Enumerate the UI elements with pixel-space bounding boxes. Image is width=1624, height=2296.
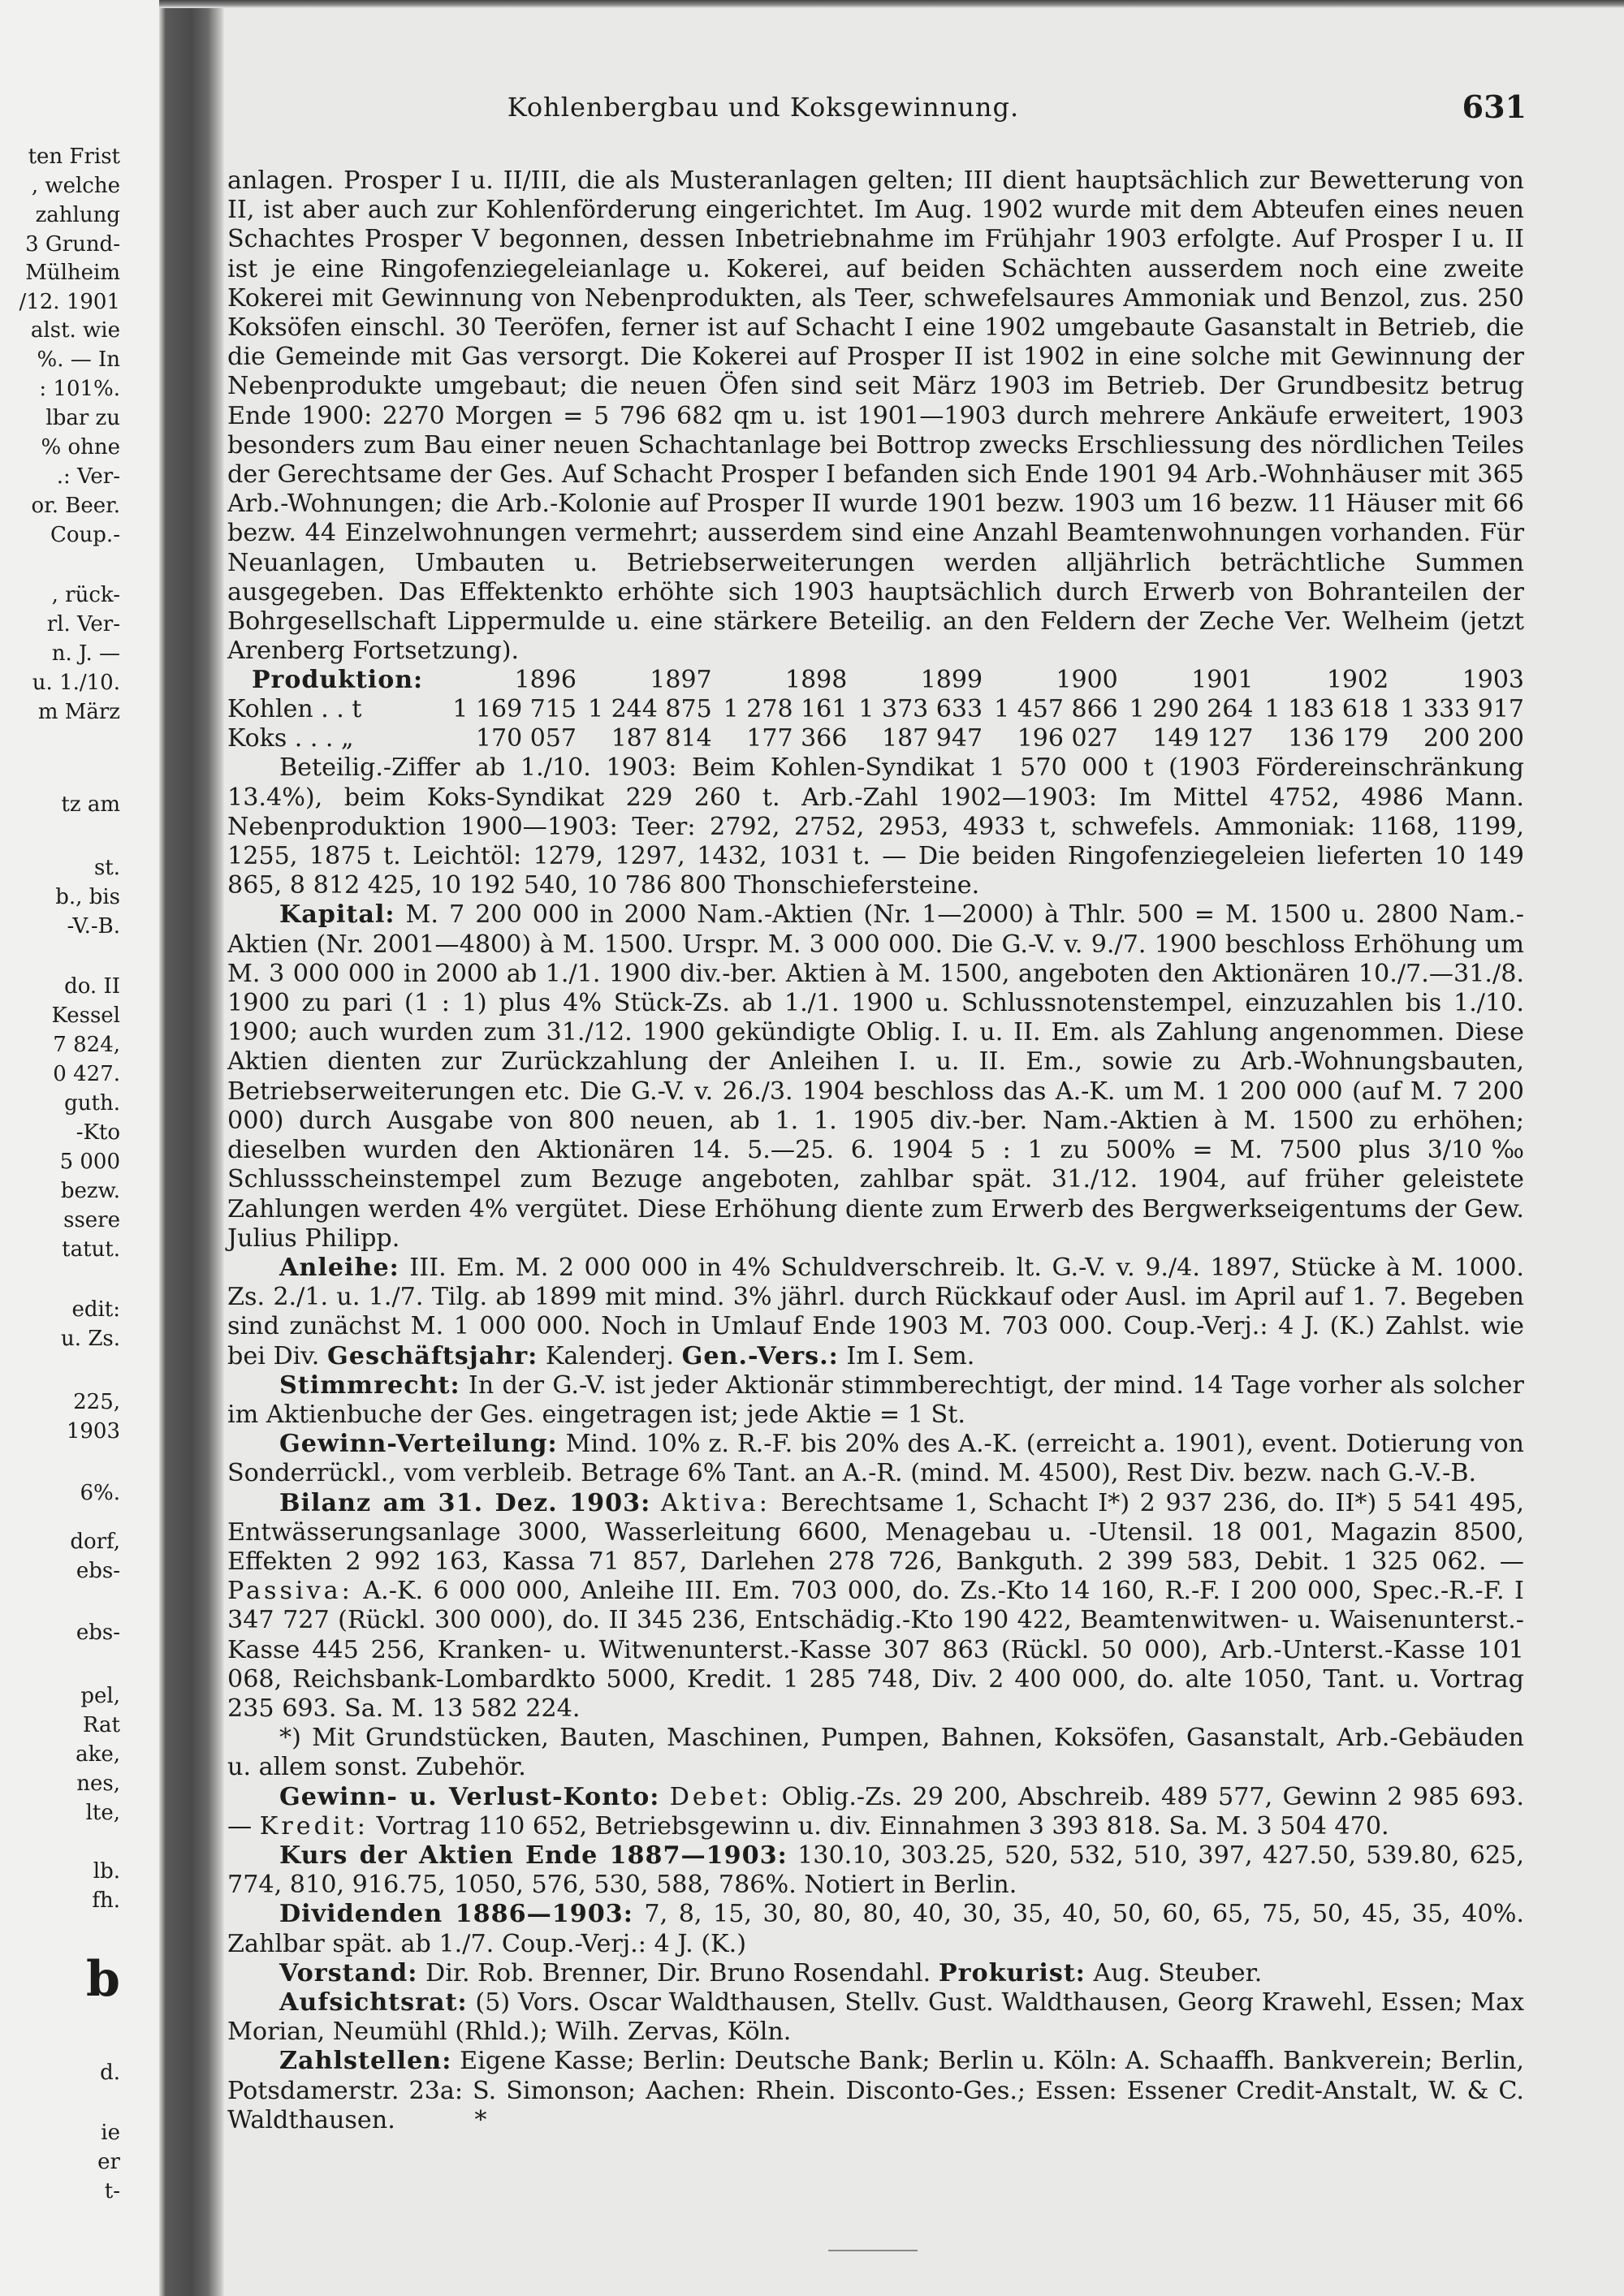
production-label: Produktion: [252,666,424,695]
dividenden-paragraph [227,1900,1524,1958]
adjacent-page-line: , rück- [51,583,120,607]
production-value: 149 127 [1152,724,1254,753]
kapital-paragraph [227,900,1524,1253]
dividenden-label: Dividenden 1886—1903: [279,1900,633,1929]
zahlstellen-paragraph [227,2047,1524,2135]
adjacent-page-line: Rat [82,1713,120,1737]
page-631 [227,0,1624,2296]
stimmrecht-paragraph [227,1371,1524,1430]
production-value: 187 814 [611,724,712,753]
adjacent-page-line: : 101%. [39,377,120,401]
adjacent-page-line: %. — In [37,347,120,372]
beteilig-paragraph: Beteilig.-Ziffer ab 1./10. 1903: Beim Kohlen-Syndikat 1 570 000 t (1903 Fördereinschränkung 13.4%), beim Koks-Syndikat 229 260 t. Arb.-Zahl 1902—1903: Im Mittel 4752, 4986 Mann. Nebenproduktion 1900—1903: Teer: 2792, 2752, 2953, 4933 t, schwefels. Ammoniak: 1168, 1199, 1255, 1875 t. Leichtöl: 1279, 1297, 1432, 1031 t. — Die beiden Ringofenziegeleien lieferten 10 149 865, 8 812 425, 10 192 540, 10 786 800 Thonschiefersteine. [227,753,1524,900]
adjacent-page-line: ebs- [76,1559,120,1583]
production-value: 1 244 875 [587,695,712,724]
guv-paragraph [227,1783,1524,1841]
production-year: 1899 [920,666,983,695]
bilanz-paragraph [227,1489,1524,1724]
production-value: 136 179 [1288,724,1389,753]
adjacent-page-line: er [97,2150,120,2174]
intro-paragraph: anlagen. Prosper I u. II/III, die als Musteranlagen gelten; III dient hauptsächlich zur Bewetterung von II, ist aber auch zur Kohlenförderung eingerichtet. Im Aug. 1902 wurde mit dem Abteufen eines neuen Schachtes Prosper V begonnen, dessen Inbetriebnahme im Frühjahr 1903 erfolgte. Auf Prosper I u. II ist je eine Ringofenziegeleianlage u. Kokerei, auf beiden Schächten ausserdem noch eine zweite Kokerei mit Gewinnung von Nebenprodukten, als Teer, schwefelsaures Ammoniak und Benzol, zus. 250 Koksöfen einschl. 30 Teeröfen, ferner ist auf Schacht I eine 1902 umgebaute Gasanstalt in Betrieb, die die Gemeinde mit Gas versorgt. Die Kokerei auf Prosper II ist 1902 in eine solche mit Gewinnung der Nebenprodukte umgebaut; die neuen Öfen sind seit März 1903 im Betrieb. Der Grundbesitz betrug Ende 1900: 2270 Morgen = 5 796 682 qm u. ist 1901—1903 durch mehrere Ankäufe erweitert, 1903 besonders zum Bau einer neuen Schachtanlage bei Bottrop zwecks Erschliessung des nördlichen Teiles der Gerechtsame der Ges. Auf Schacht Prosper I befanden sich Ende 1901 94 Arb.-Wohnhäuser mit 365 Arb.-Wohnungen; die Arb.-Kolonie auf Prosper II wurde 1901 bezw. 1903 um 16 bezw. 11 Häuser mit 66 bezw. 44 Einzelwohnungen vermehrt; ausserdem sind eine Anzahl Beamtenwohnungen vorhanden. Für Neuanlagen, Umbauten u. Betriebserweiterungen werden alljährlich beträchtliche Summen ausgegeben. Das Effektenkto erhöhte sich 1903 hauptsächlich durch Erwerb von Bohranteilen der Bohrgesellschaft Lippermulde u. eine stärkere Beteilig. an den Feldern der Zeche Ver. Welheim (jetzt Arenberg Fortsetzung). [227,166,1524,666]
adjacent-page-line: Mülheim [25,261,120,285]
stimmrecht-label: Stimmrecht: [279,1370,460,1400]
adjacent-page-line: 6%. [80,1481,120,1505]
adjacent-page-line: d. [100,2061,120,2085]
production-year: 1897 [650,666,712,695]
production-block [227,666,1524,753]
adjacent-page-line: b [86,1951,120,2008]
prokurist-text: Aug. Steuber. [1093,1958,1263,1987]
zahlstellen-label: Zahlstellen: [279,2047,452,2076]
adjacent-page-line: .: Ver- [56,464,120,489]
production-label-cell [227,666,441,695]
adjacent-page-line: ake, [76,1742,120,1767]
article-body [227,166,1524,2135]
adjacent-page-line: tz am [61,792,120,817]
production-value: 1 278 161 [723,695,848,724]
aufsichtsrat-paragraph [227,1988,1524,2047]
adjacent-page-line: tatut. [62,1237,120,1262]
adjacent-page-line: 225, [73,1390,120,1414]
vorstand-text: Dir. Rob. Brenner, Dir. Bruno Rosendahl. [425,1958,931,1987]
adjacent-page-line: dorf, [70,1530,120,1554]
adjacent-page-line: lte, [85,1801,120,1825]
kredit-label: Kredit: [259,1811,369,1841]
adjacent-page-line: t- [104,2179,120,2203]
closing-star: * [474,2105,487,2134]
dividenden-text: 7, 8, 15, 30, 80, 80, 40, 30, 35, 40, 50, 60, 65, 75, 50, 45, 35, 40%. Zahlbar spät. ab 1./7. Coup.-Verj.: 4 J. (K.) [227,1900,1524,1958]
adjacent-page-line: Kessel [51,1003,120,1028]
kurs-text: 130.10, 303.25, 520, 532, 510, 397, 427.50, 539.80, 625, 774, 810, 916.75, 1050, 576, 530, 588, 786%. Notiert in Berlin. [227,1841,1524,1900]
stimmrecht-text: In der G.-V. ist jeder Aktionär stimmberechtigt, der mind. 14 Tage vorher als solcher im Aktienbuche der Ges. eingetragen ist; jede Aktie = 1 St. [227,1370,1524,1429]
kurs-paragraph [227,1841,1524,1900]
gen-vers-label: Gen.-Vers.: [681,1341,839,1370]
adjacent-page-line: or. Beer. [31,494,120,518]
production-year: 1902 [1326,666,1389,695]
bilanz-label: Bilanz am 31. Dez. 1903: [279,1488,651,1517]
aktiva-text: Berechtsame 1, Schacht I*) 2 937 236, do. II*) 5 541 495, Entwässerungsanlage 3000, Wasserleitung 6600, Menagebau u. -Utensil. 18 001, Magazin 8500, Effekten 2 992 163, Kassa 71 857, Darlehen 278 726, Bankguth. 2 399 583, Debit. 1 325 062. — [227,1488,1525,1576]
production-year: 1900 [1056,666,1118,695]
production-table [227,666,1524,753]
adjacent-page-line: u. 1./10. [32,671,120,695]
adjacent-page-line: bezw. [60,1179,120,1203]
production-year: 1898 [785,666,848,695]
vorstand-label: Vorstand: [279,1958,418,1987]
kurs-label: Kurs der Aktien Ende 1887—1903: [279,1841,788,1870]
adjacent-page-line: , welche [31,174,120,198]
anleihe-paragraph [227,1254,1524,1371]
production-year: 1896 [514,666,577,695]
production-value: 1 183 618 [1264,695,1389,724]
adjacent-page-line: ten Frist [28,145,120,169]
aufsichtsrat-text: (5) Vors. Oscar Waldthausen, Stellv. Gust. Waldthausen, Georg Krawehl, Essen; Max Morian, Neumühl (Rhld.); Wilh. Zervas, Köln. [227,1987,1524,2047]
prokurist-label: Prokurist: [938,1958,1086,1987]
adjacent-page-line: zahlung [35,203,120,227]
adjacent-page-line: rl. Ver- [46,612,120,637]
adjacent-page-line: 5 000 [59,1150,120,1174]
adjacent-page-line: 1903 [66,1419,120,1444]
adjacent-page-line: guth. [64,1091,120,1116]
adjacent-page-line: b., bis [55,885,120,909]
adjacent-page-line: 0 427. [53,1062,120,1086]
guv-label: Gewinn- u. Verlust-Konto: [279,1782,660,1811]
adjacent-page-line: n. J. — [51,641,120,666]
adjacent-page-line: ssere [63,1208,120,1232]
adjacent-page-line: 7 824, [53,1033,120,1057]
aufsichtsrat-label: Aufsichtsrat: [279,1987,468,2017]
production-year: 1901 [1191,666,1254,695]
gewinn-verteilung-text: Mind. 10% z. R.-F. bis 20% des A.-K. (erreicht a. 1901), event. Dotierung von Sonderrückl., vom verbleib. Betrage 6% Tant. an A.-R. (mind. M. 4500), Rest Div. bezw. nach G.-V.-B. [227,1430,1524,1488]
running-title: Kohlenbergbau und Koksgewinnung. [507,92,1020,123]
adjacent-page-line: /12. 1901 [19,290,120,314]
adjacent-page-line: lb. [93,1859,120,1884]
adjacent-page-fragment [0,0,159,2296]
production-value: 177 366 [746,724,848,753]
adjacent-page-line: Coup.- [50,523,120,547]
passiva-text: A.-K. 6 000 000, Anleihe III. Em. 703 000, do. Zs.-Kto 14 160, R.-F. I 200 000, Spec.-R.-F. I 347 727 (Rückl. 300 000), do. II 345 236, Entschädig.-Kto 190 422, Beamtenwitwen- u. Waisenunterst.-Kasse 445 256, Kranken- u. Witwenunterst.-Kasse 307 863 (Rückl. 50 000), Arb.-Unterst.-Kasse 101 068, Reichsbank-Lombardkto 5000, Kredit. 1 285 748, Div. 2 400 000, do. alte 1050, Tant. u. Vortrag 235 693. Sa. M. 13 582 224. [227,1577,1524,1723]
production-row [227,724,1524,753]
adjacent-page-line: st. [93,856,120,880]
geschaeftsjahr-label: Geschäftsjahr: [326,1341,538,1370]
end-rule [828,2250,918,2251]
adjacent-page-line: m März [37,700,120,724]
production-value: 200 200 [1423,724,1524,753]
gewinn-verteilung-paragraph [227,1430,1524,1488]
production-header-row [227,666,1524,695]
production-row-label: Koks . . . „ [227,724,354,753]
production-value: 1 169 715 [452,695,577,724]
adjacent-page-line: nes, [76,1772,120,1796]
adjacent-page-line: -V.-B. [67,914,120,939]
binding-gutter [159,0,224,2296]
anleihe-text: III. Em. M. 2 000 000 in 4% Schuldverschreib. lt. G.-V. v. 9./4. 1897, Stücke à M. 1000. Zs. 2./1. u. 1./7. Tilg. ab 1899 mit mind. 3% jährl. durch Rückkauf oder Ausl. im April auf 1. 7. Begeben sind zunächst M. 1 000 000. Noch in Umlauf Ende 1903 M. 703 000. Coup.-Verj.: 4 J. (K.) Zahlst. wie bei Div. [227,1253,1524,1370]
kapital-label: Kapital: [279,900,395,930]
adjacent-page-line: 3 Grund- [25,232,120,257]
adjacent-page-line: -Kto [76,1120,120,1145]
production-row [227,695,1524,724]
gewinn-verteilung-label: Gewinn-Verteilung: [279,1430,558,1459]
production-year: 1903 [1462,666,1524,695]
production-value: 1 333 917 [1400,695,1524,724]
production-row-label: Kohlen . . t [227,695,362,724]
adjacent-page-line: % ohne [41,435,120,460]
adjacent-page-line: do. II [64,974,120,999]
anleihe-label: Anleihe: [279,1253,400,1282]
adjacent-page-line: u. Zs. [61,1327,120,1351]
zahlstellen-text: Eigene Kasse; Berlin: Deutsche Bank; Berlin u. Köln: A. Schaaffh. Bankverein; Berlin, Potsdamerstr. 23a: S. Simonson; Aachen: Rhein. Disconto-Ges.; Essen: Essener Credit-Anstalt, W. & C. Waldthausen. [227,2047,1524,2134]
gen-vers-text: Im I. Sem. [846,1341,975,1370]
production-value: 1 290 264 [1129,695,1254,724]
production-value: 1 457 866 [994,695,1118,724]
adjacent-page-line: lbar zu [45,406,120,430]
passiva-label: Passiva: [227,1577,353,1606]
production-value: 196 027 [1017,724,1118,753]
aktiva-label: Aktiva: [660,1488,771,1517]
debet-label: Debet: [669,1782,772,1811]
bilanz-footnote: *) Mit Grundstücken, Bauten, Maschinen, Pumpen, Bahnen, Koksöfen, Gasanstalt, Arb.-Gebäuden u. allem sonst. Zubehör. [227,1724,1524,1782]
adjacent-page-line: alst. wie [30,318,120,343]
production-value: 1 373 633 [858,695,983,724]
geschaeftsjahr-text: Kalenderj. [545,1341,674,1370]
adjacent-page-line: edit: [71,1297,120,1322]
adjacent-page-line: ie [101,2121,120,2145]
vorstand-paragraph [227,1959,1524,1988]
page-number: 631 [1462,88,1527,125]
production-value: 187 947 [882,724,983,753]
kredit-text: Vortrag 110 652, Betriebsgewinn u. div. Einnahmen 3 393 818. Sa. M. 3 504 470. [376,1811,1389,1841]
adjacent-page-line: fh. [92,1888,120,1913]
adjacent-page-line: ebs- [76,1621,120,1645]
page-header [227,88,1527,132]
adjacent-page-line: pel, [80,1684,120,1708]
kapital-text: M. 7 200 000 in 2000 Nam.-Aktien (Nr. 1—2000) à Thlr. 500 = M. 1500 u. 2800 Nam.-Aktien (Nr. 2001—4800) à M. 1500. Urspr. M. 3 000 000. Die G.-V. v. 9./7. 1900 beschloss Erhöhung um M. 3 000 000 in 2000 ab 1./1. 1900 div.-ber. Aktien à M. 1500, angeboten den Aktionären 10./7.—31./8. 1900 zu pari (1 : 1) plus 4% Stück-Zs. ab 1./1. 1900 u. Schlussnotenstempel, einzuzahlen bis 1./10. 1900; auch wurden zum 31./12. 1900 gekündigte Oblig. I. u. II. Em. als Zahlung angenommen. Diese Aktien dienten zur Zurückzahlung der Anleihen I. u. II. Em., sowie zu Arb.-Wohnungsbauten, Betriebserweiterungen etc. Die G.-V. v. 26./3. 1904 beschloss das A.-K. um M. 1 200 000 (auf M. 7 200 000) durch Ausgabe von 800 neuen, ab 1. 1. 1905 div.-ber. Nam.-Aktien à M. 1500 zu erhöhen; dieselben wurden den Aktionären 14. 5.—25. 6. 1904 5 : 1 zu 500% = M. 7500 plus 3/10‰ Schlussscheinstempel zum Bezuge angeboten, zahlbar spät. 31./12. 1904, auf früher geleistete Zahlungen werden 4% vergütet. Diese Erhöhung diente zum Erwerb des Bergwerkseigentums der Gew. Julius Philipp. [227,900,1524,1253]
production-value: 170 057 [475,724,577,753]
debet-text: Oblig.-Zs. 29 200, Abschreib. 489 577, Gewinn 2 985 693. — [227,1782,1524,1841]
